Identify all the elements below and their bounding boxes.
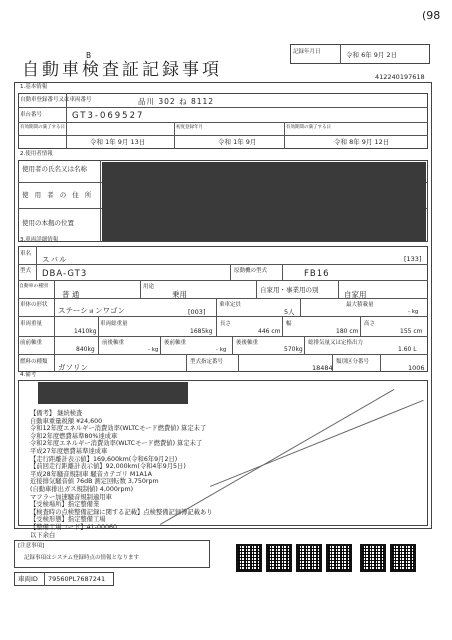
displacement-value: 1.60 L (398, 346, 417, 353)
chassis-label: 車台番号 (20, 112, 43, 118)
shape-code: [003] (188, 308, 206, 316)
front-front-axle-value: 840kg (76, 346, 95, 353)
qr-code-4 (326, 544, 352, 572)
width-label: 幅 (286, 321, 292, 327)
document-title: 自動車検査証記録事項 (22, 60, 222, 80)
rear-front-axle-value: - kg (216, 347, 227, 353)
qr-code-1 (236, 544, 262, 572)
reg-number-value: 品川 302 ね 8112 (138, 97, 215, 106)
kind-value: 普 通 (62, 290, 80, 299)
use-value: 乗用 (172, 290, 187, 299)
expiry-label: 有効期間の満了する日 (286, 125, 331, 130)
document-number: 412240197618 (375, 73, 425, 81)
displacement-label: 総排気量又は定格出力 (308, 340, 364, 346)
rear-front-axle-label: 後前軸重 (164, 340, 187, 346)
shape-value: ステーションワゴン (58, 306, 126, 315)
width-value: 180 cm (336, 328, 359, 335)
engine-label: 原動機の型式 (234, 268, 268, 274)
first-reg-label: 初度登録年月 (176, 125, 203, 130)
qr-code-6 (390, 544, 416, 572)
qr-code-3 (296, 544, 322, 572)
record-date-label: 記録年月日 (293, 49, 321, 55)
type-no-value: 18484 (312, 364, 333, 372)
user-name-label: 使用者の氏名又は名称 (22, 165, 87, 173)
category-value: 1006 (408, 364, 425, 372)
biz-value: 自家用 (344, 290, 367, 299)
front-rear-axle-label: 前後軸重 (102, 340, 125, 346)
section-vehicle-label: 3.車両詳細情報 (20, 237, 59, 243)
make-value: スバル (42, 255, 68, 264)
make-code: [133] (404, 255, 422, 263)
max-load-value: - kg (408, 309, 419, 315)
weight-label: 車両重量 (20, 321, 43, 327)
engine-value: FB16 (304, 269, 330, 279)
front-rear-axle-value: - kg (148, 347, 159, 353)
length-label: 長さ (220, 321, 232, 327)
biz-label: 自家用・事業用の別 (260, 286, 319, 294)
section-remarks-label: 4.備考 (20, 372, 37, 378)
notice-label: [注意事項] (18, 543, 45, 549)
capacity-label: 乗車定員 (219, 302, 242, 308)
validity-label: 有効期間の満了する日 (20, 125, 65, 130)
validity-value: 令和 1年 9月 13日 (90, 138, 146, 146)
qr-code-5 (360, 544, 386, 572)
height-value: 155 cm (400, 328, 423, 335)
model-value: DBA-GT3 (42, 269, 88, 279)
notice-text: 記録事項はシステム登録時点の情報となります (24, 555, 139, 561)
use-label: 用途 (143, 284, 155, 290)
category-label: 類別区分番号 (336, 359, 370, 365)
front-front-axle-label: 前前軸重 (20, 340, 43, 346)
qr-code-2 (266, 544, 292, 572)
reg-number-label: 自動車登録番号又は車両番号 (20, 97, 92, 103)
type-no-label: 型式指定番号 (190, 359, 224, 365)
first-reg-value: 令和 1年 9月 (218, 138, 257, 146)
weight-value: 1410kg (74, 328, 97, 335)
top-letter: B (86, 51, 92, 60)
rear-rear-axle-value: 570kg (284, 346, 303, 353)
redacted-user-info (102, 162, 426, 241)
car-id-label: 車両ID (18, 575, 38, 583)
record-date-value: 令和 6年 9月 2日 (346, 51, 398, 59)
redacted-remarks (38, 382, 188, 404)
gross-value: 1685kg (190, 328, 213, 335)
section-user-label: 2.使用者情報 (20, 151, 53, 157)
height-label: 高さ (364, 321, 376, 327)
model-label: 型式 (20, 268, 32, 274)
make-label: 車名 (20, 251, 32, 257)
expiry-value: 令和 8年 9月 12日 (334, 138, 390, 146)
rear-rear-axle-label: 後後軸重 (236, 340, 259, 346)
section-basic-label: 1.基本情報 (20, 84, 48, 90)
car-id-value: 79560PL7687241 (48, 575, 106, 583)
user-address-label: 使 用 者 の 住 所 (22, 191, 94, 199)
capacity-value: 5人 (284, 308, 295, 316)
fuel-value: ガソリン (58, 363, 88, 372)
length-value: 446 cm (258, 328, 281, 335)
user-base-label: 使用の本拠の位置 (22, 219, 74, 227)
shape-label: 車体の形状 (20, 302, 48, 308)
gross-label: 車両総重量 (100, 321, 128, 327)
remarks-text: 【備考】 継続検査 自動車重量税額 ¥24,600 令和12年度エネルギー消費効率(WLTCモード燃費値) 算定未了 令和2年度燃費基準80%達成車 令和2年度エネルギー消費効率(WLTCモード燃費値) 算定未了 平成27年度燃費基準達成車 【走行距離計表示値】169,600km(令和6年9月2日) 【前回走行距離計表示値】92,000km(令和4年9月5日) 平成28年騒音規制車 騒音カテゴリ M1A1A 近接排気騒音値 76dB 測定回転数 3,750rpm (自動車排出ガス規制値) 4,000rpm) マフラー加速騒音規制適用車 【受検場所】指定整備業 【検査時の点検整備記録に関する記載】点検整備記録簿記載あり 【受検形態】指定整備工場 【整備工場コード】41-00060 以下余白 (30, 410, 213, 539)
handwritten-mark: (98 (422, 9, 441, 22)
max-load-label: 最大積載量 (346, 302, 374, 308)
fuel-label: 燃料の種類 (20, 359, 48, 365)
kind-label: 自動車の種別 (19, 284, 48, 289)
chassis-value: GT3-069527 (72, 111, 145, 121)
